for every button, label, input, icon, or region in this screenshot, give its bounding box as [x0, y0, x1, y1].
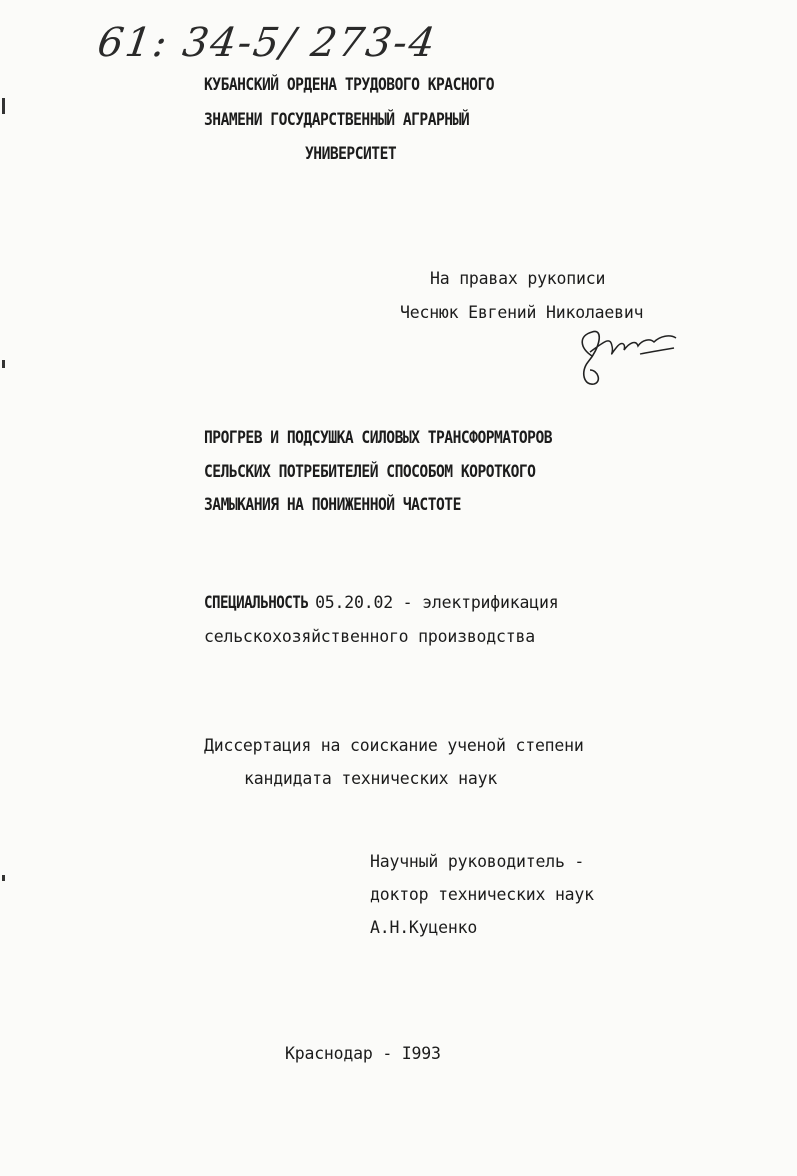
institution-line-1: КУБАНСКИЙ ОРДЕНА ТРУДОВОГО КРАСНОГО — [204, 75, 495, 95]
specialty-line-1 — [204, 592, 558, 614]
supervisor-role: Научный руководитель - — [370, 852, 585, 871]
specialty-line-2: сельскохозяйственного производства — [204, 627, 535, 646]
title-line-1: ПРОГРЕВ И ПОДСУШКА СИЛОВЫХ ТРАНСФОРМАТОРОВ — [204, 428, 553, 448]
archive-code-handwritten: 61: 34-5/ 273-4 — [94, 20, 440, 66]
dissertation-line-2: кандидата технических наук — [244, 769, 498, 788]
supervisor-name: А.Н.Куценко — [370, 918, 478, 937]
signature — [570, 318, 680, 392]
institution-line-2: ЗНАМЕНИ ГОСУДАРСТВЕННЫЙ АГРАРНЫЙ — [204, 110, 470, 130]
rights-note: На правах рукописи — [430, 269, 606, 288]
edge-mark — [2, 98, 5, 114]
institution-line-3: УНИВЕРСИТЕТ — [305, 144, 397, 164]
specialty-label: СПЕЦИАЛЬНОСТЬ — [204, 593, 309, 612]
author-name: Чеснюк Евгений Николаевич — [400, 303, 644, 322]
edge-mark — [2, 360, 5, 368]
supervisor-degree: доктор технических наук — [370, 885, 594, 904]
specialty-code: 05.20.02 - электрификация — [305, 593, 559, 612]
place-year: Краснодар - I993 — [285, 1044, 441, 1063]
edge-mark — [2, 875, 5, 881]
title-line-3: ЗАМЫКАНИЯ НА ПОНИЖЕННОЙ ЧАСТОТЕ — [204, 495, 461, 515]
title-line-2: СЕЛЬСКИХ ПОТРЕБИТЕЛЕЙ СПОСОБОМ КОРОТКОГО — [204, 462, 536, 482]
dissertation-line-1: Диссертация на соискание ученой степени — [204, 736, 584, 755]
